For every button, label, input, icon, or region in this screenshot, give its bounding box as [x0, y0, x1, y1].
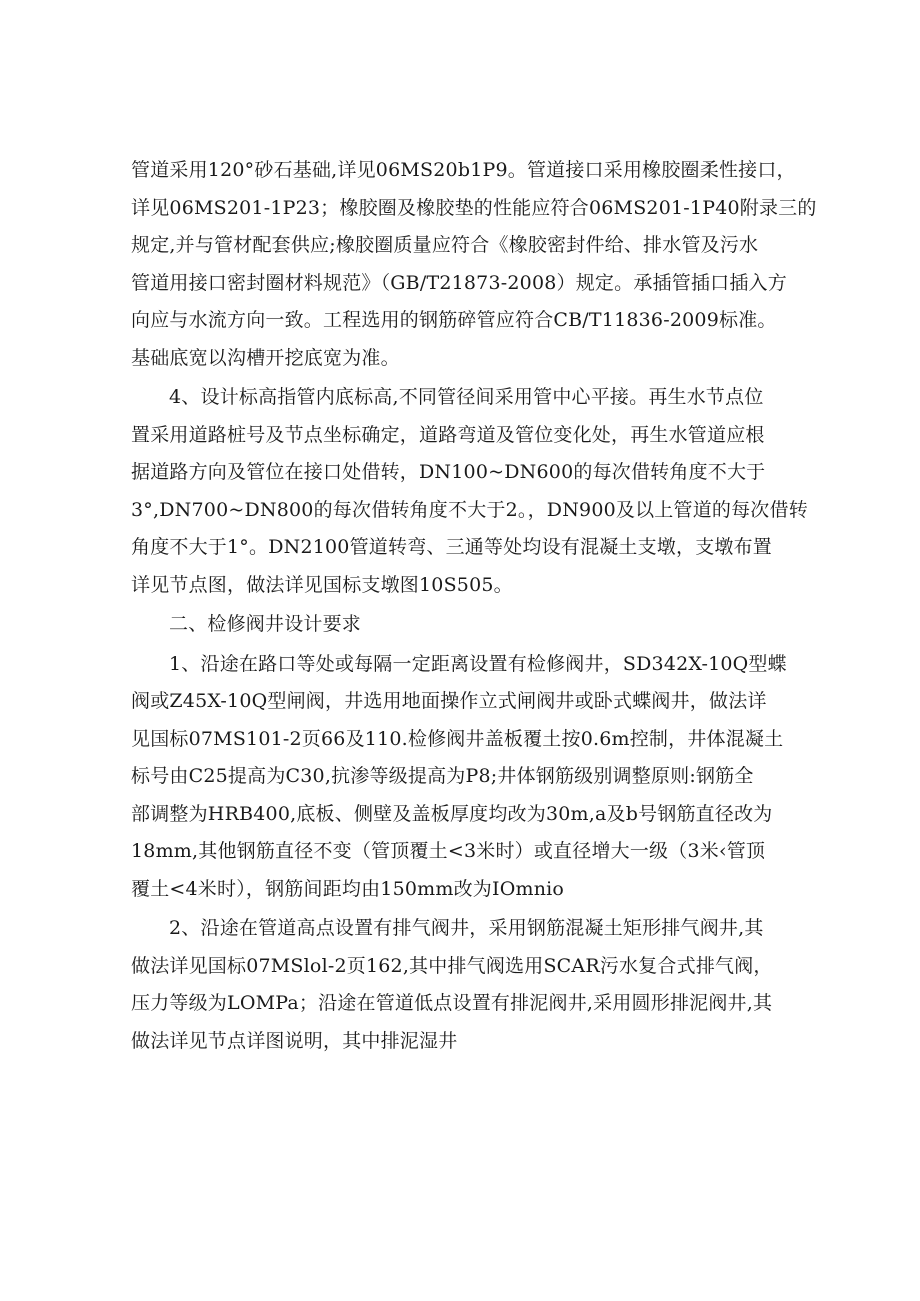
text-line: 置采用道路桩号及节点坐标确定，道路弯道及管位变化处，再生水管道应根	[131, 423, 765, 446]
paragraph-air-mud-valve-wells	[131, 910, 801, 1060]
text-line: 做法详见国标07MSlol-2页162,其中排气阀选用SCAR污水复合式排气阀，	[131, 954, 773, 977]
text-line: 管道采用120°砂石基础,详见06MS20b1P9。管道接口采用橡胶圈柔性接口，	[131, 159, 796, 181]
text-line: 3°,DN700~DN800的每次借转角度不大于2。，DN900及以上管道的每次借转	[131, 498, 808, 521]
text-line: 1、沿途在路口等处或每隔一定距离设置有检修阀井，SD342X-10Q型蝶	[169, 652, 787, 675]
text-line: 详见节点图，做法详见国标支墩图10S505。	[131, 573, 513, 596]
text-line: 压力等级为LOMPa；沿途在管道低点设置有排泥阀井,采用圆形排泥阀井,其	[131, 992, 773, 1014]
text-line: 4、设计标高指管内底标高,不同管径间采用管中心平接。再生水节点位	[169, 386, 764, 408]
text-line: 标号由C25提高为C30,抗渗等级提高为P8;井体钢筋级别调整原则:钢筋全	[131, 765, 754, 787]
text-line: 做法详见节点详图说明，其中排泥湿井	[131, 1029, 458, 1052]
text-line: 覆土<4米时），钢筋间距均由150mm改为IOmnio	[131, 877, 565, 900]
text-line: 规定,并与管材配套供应;橡胶圈质量应符合《橡胶密封件给、排水管及污水	[131, 234, 759, 256]
text-line: 详见06MS201-1P23；橡胶圈及橡胶垫的性能应符合06MS201-1P40附录三的	[131, 196, 817, 219]
paragraph-valve-wells	[131, 646, 801, 909]
text-line: 据道路方向及管位在接口处借转，DN100~DN600的每次借转角度不大于	[131, 461, 766, 483]
document-body	[131, 152, 817, 1060]
section-heading	[131, 606, 801, 644]
text-line: 阀或Z45X-10Q型闸阀，井选用地面操作立式闸阀井或卧式蝶阀井，做法详	[131, 690, 767, 712]
paragraph-design-elevation	[131, 379, 808, 604]
paragraph-pipe-foundation	[131, 152, 817, 377]
text-line: 18mm,其他钢筋直径不变（管顶覆土<3米时）或直径增大一级（3米‹管顶	[131, 840, 766, 862]
text-line: 管道用接口密封圈材料规范》（GB/T21873-2008）规定。承插管插口插入方	[131, 271, 787, 294]
text-line: 部调整为HRB400,底板、侧壁及盖板厚度均改为30m,a及b号钢筋直径改为	[131, 802, 773, 825]
text-line: 2、沿途在管道高点设置有排气阀井，采用钢筋混凝土矩形排气阀井,其	[169, 917, 764, 939]
text-line: 向应与水流方向一致。工程选用的钢筋碎管应符合CB/T11836-2009标准。	[131, 309, 777, 331]
section-heading-text: 二、检修阀井设计要求	[169, 613, 362, 635]
text-line: 基础底宽以沟槽开挖底宽为准。	[131, 346, 400, 369]
text-line: 角度不大于1°。DN2100管道转弯、三通等处均设有混凝土支墩，支墩布置	[131, 536, 773, 558]
text-line: 见国标07MS101-2页66及110.检修阀井盖板覆土按0.6m控制，井体混凝土	[131, 727, 784, 750]
